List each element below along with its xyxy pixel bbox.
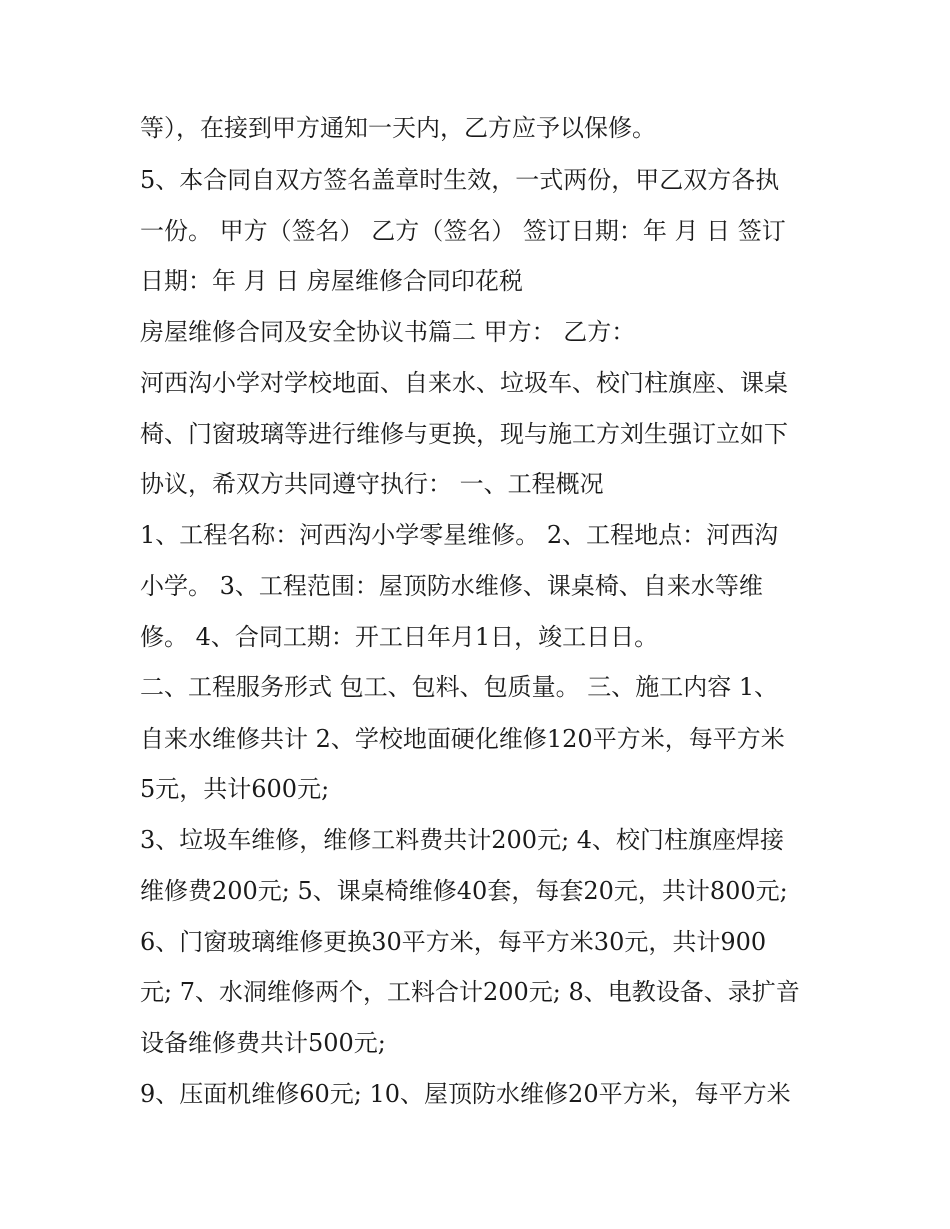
text-line: 房屋维修合同及安全协议书篇二 甲方： 乙方：	[140, 318, 636, 346]
text-line: 一份。 甲方（签名） 乙方（签名） 签订日期：年 月 日 签订	[140, 217, 786, 245]
text-line: 元; 7、水洞维修两个，工料合计200元; 8、电教设备、录扩音	[140, 978, 800, 1006]
text-line: 设备维修费共计500元;	[140, 1029, 386, 1057]
text-line: 小学。 3、工程范围：屋顶防水维修、课桌椅、自来水等维	[140, 572, 763, 600]
text-line: 等），在接到甲方通知一天内，乙方应予以保修。	[140, 114, 656, 142]
text-line: 3、垃圾车维修，维修工料费共计200元; 4、校门柱旗座焊接	[140, 826, 785, 854]
text-line: 二、工程服务形式 包工、包料、包质量。 三、施工内容 1、	[140, 673, 779, 701]
text-line: 自来水维修共计 2、学校地面硬化维修120平方米，每平方米	[140, 725, 785, 753]
text-line: 协议，希双方共同遵守执行： 一、工程概况	[140, 470, 604, 498]
text-line: 6、门窗玻璃维修更换30平方米，每平方米30元，共计900	[140, 928, 767, 956]
text-line: 5元，共计600元;	[140, 775, 330, 803]
text-line: 河西沟小学对学校地面、自来水、垃圾车、校门柱旗座、课桌	[140, 369, 788, 397]
text-line: 5、本合同自双方签名盖章时生效，一式两份，甲乙双方各执	[140, 166, 780, 194]
text-line: 椅、门窗玻璃等进行维修与更换，现与施工方刘生强订立如下	[140, 420, 788, 448]
text-line: 修。 4、合同工期：开工日年月1日，竣工日日。	[140, 623, 659, 651]
text-line: 9、压面机维修60元; 10、屋顶防水维修20平方米，每平方米	[140, 1080, 791, 1108]
text-line: 1、工程名称：河西沟小学零星维修。 2、工程地点：河西沟	[140, 521, 779, 549]
text-line: 维修费200元; 5、课桌椅维修40套，每套20元，共计800元;	[140, 877, 788, 905]
text-line: 日期：年 月 日 房屋维修合同印花税	[140, 267, 523, 295]
